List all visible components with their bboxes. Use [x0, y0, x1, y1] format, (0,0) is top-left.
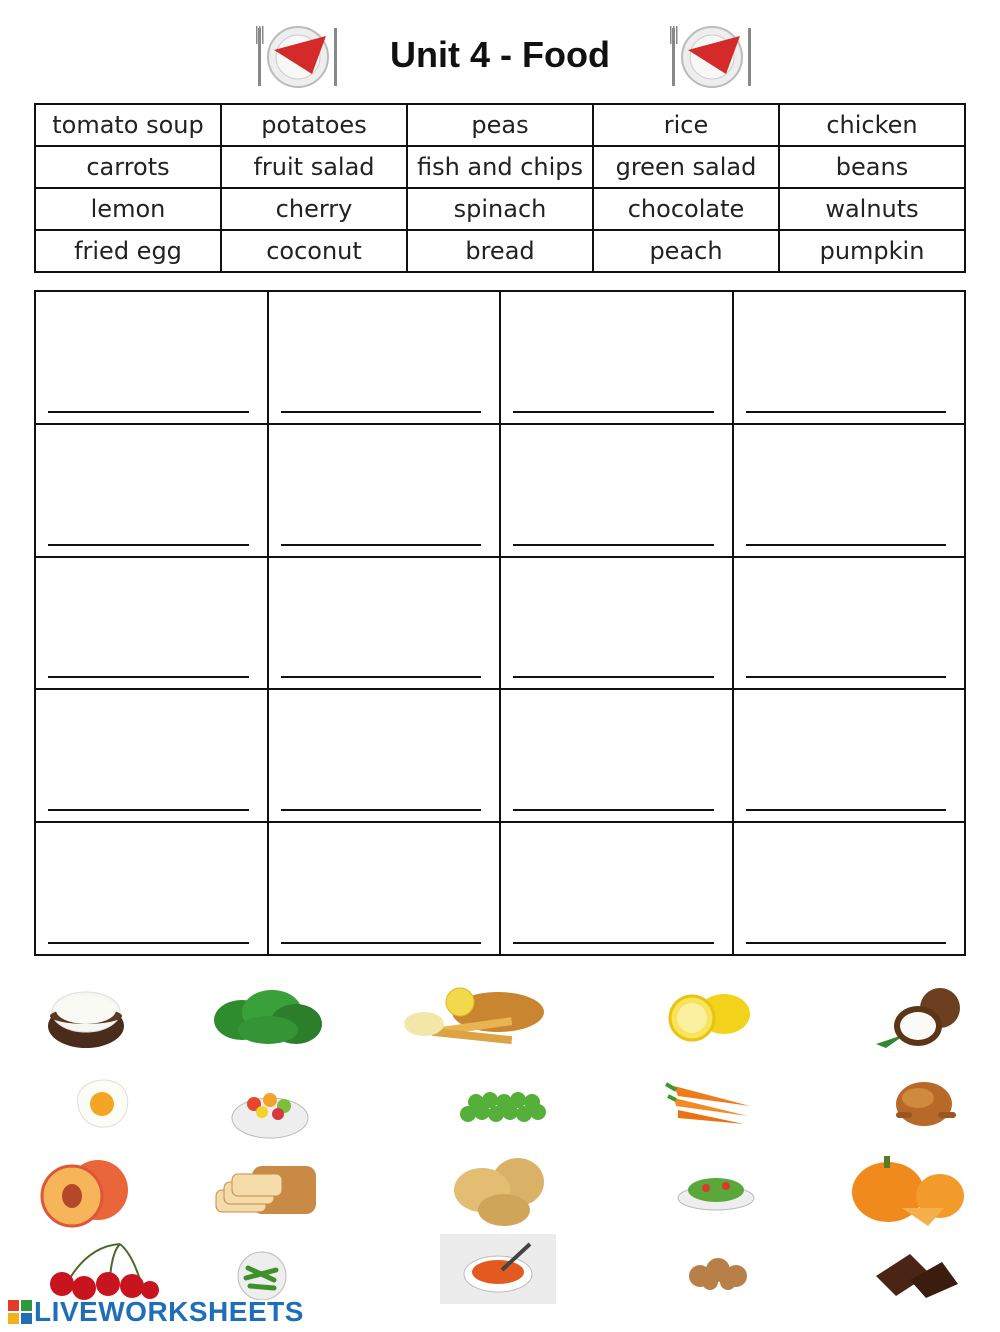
- answer-blank[interactable]: [513, 411, 714, 413]
- word-bank-cell: tomato soup: [35, 104, 221, 146]
- answer-grid: [34, 290, 966, 956]
- page-title: Unit 4 - Food: [390, 34, 610, 75]
- answer-cell[interactable]: [35, 689, 268, 822]
- answer-blank[interactable]: [746, 544, 947, 546]
- walnuts-icon[interactable]: [686, 1250, 754, 1290]
- answer-blank[interactable]: [281, 676, 482, 678]
- coconut-icon[interactable]: [866, 986, 966, 1048]
- answer-cell[interactable]: [500, 689, 733, 822]
- pumpkin-icon[interactable]: [848, 1150, 966, 1230]
- peas-icon[interactable]: [456, 1090, 554, 1126]
- answer-cell[interactable]: [268, 822, 501, 955]
- answer-blank[interactable]: [48, 942, 249, 944]
- word-bank-cell: rice: [593, 104, 779, 146]
- answer-blank[interactable]: [746, 809, 947, 811]
- answer-blank[interactable]: [513, 809, 714, 811]
- chocolate-icon[interactable]: [870, 1246, 960, 1300]
- peach-icon[interactable]: [36, 1154, 132, 1228]
- answer-cell[interactable]: [500, 557, 733, 690]
- word-bank-cell: bread: [407, 230, 593, 272]
- green-salad-icon[interactable]: [676, 1170, 756, 1212]
- cherry-icon[interactable]: [40, 1242, 160, 1300]
- word-bank-cell: peas: [407, 104, 593, 146]
- answer-cell[interactable]: [733, 291, 966, 424]
- answer-cell[interactable]: [35, 557, 268, 690]
- answer-cell[interactable]: [35, 822, 268, 955]
- word-bank-cell: pumpkin: [779, 230, 965, 272]
- answer-blank[interactable]: [48, 544, 249, 546]
- word-bank-cell: potatoes: [221, 104, 407, 146]
- word-bank-cell: fish and chips: [407, 146, 593, 188]
- answer-cell[interactable]: [500, 424, 733, 557]
- answer-blank[interactable]: [513, 942, 714, 944]
- answer-blank[interactable]: [746, 942, 947, 944]
- word-bank-cell: peach: [593, 230, 779, 272]
- carrots-icon[interactable]: [664, 1076, 754, 1128]
- bread-icon[interactable]: [212, 1160, 320, 1222]
- answer-blank[interactable]: [281, 809, 482, 811]
- answer-blank[interactable]: [48, 809, 249, 811]
- logo-text: LIVEWORKSHEETS: [34, 1296, 304, 1327]
- answer-blank[interactable]: [48, 676, 249, 678]
- answer-blank[interactable]: [513, 676, 714, 678]
- answer-cell[interactable]: [268, 689, 501, 822]
- logo-badge-icon: [8, 1300, 32, 1324]
- word-bank-table: [34, 103, 966, 273]
- answer-cell[interactable]: [733, 557, 966, 690]
- word-bank-cell: walnuts: [779, 188, 965, 230]
- beans-icon[interactable]: [236, 1250, 288, 1300]
- answer-cell[interactable]: [500, 291, 733, 424]
- answer-blank[interactable]: [513, 544, 714, 546]
- fried-egg-icon[interactable]: [70, 1074, 134, 1132]
- answer-blank[interactable]: [746, 411, 947, 413]
- word-bank-cell: coconut: [221, 230, 407, 272]
- answer-cell[interactable]: [35, 424, 268, 557]
- word-bank-cell: chocolate: [593, 188, 779, 230]
- plate-napkin-icon: [668, 22, 756, 92]
- word-bank-cell: chicken: [779, 104, 965, 146]
- answer-cell[interactable]: [500, 822, 733, 955]
- answer-blank[interactable]: [281, 411, 482, 413]
- answer-cell[interactable]: [268, 557, 501, 690]
- answer-blank[interactable]: [281, 544, 482, 546]
- answer-cell[interactable]: [268, 291, 501, 424]
- spinach-icon[interactable]: [212, 984, 324, 1050]
- answer-cell[interactable]: [733, 689, 966, 822]
- word-bank-cell: lemon: [35, 188, 221, 230]
- answer-blank[interactable]: [281, 942, 482, 944]
- answer-cell[interactable]: [733, 822, 966, 955]
- fish-and-chips-icon[interactable]: [402, 982, 556, 1052]
- answer-cell[interactable]: [268, 424, 501, 557]
- word-bank-cell: spinach: [407, 188, 593, 230]
- answer-blank[interactable]: [48, 411, 249, 413]
- chicken-icon[interactable]: [890, 1072, 958, 1132]
- answer-cell[interactable]: [35, 291, 268, 424]
- word-bank-cell: green salad: [593, 146, 779, 188]
- word-bank-cell: beans: [779, 146, 965, 188]
- potatoes-icon[interactable]: [450, 1150, 550, 1230]
- lemon-icon[interactable]: [662, 988, 752, 1042]
- fruit-salad-icon[interactable]: [230, 1078, 310, 1140]
- word-bank-cell: carrots: [35, 146, 221, 188]
- word-bank-cell: fruit salad: [221, 146, 407, 188]
- answer-cell[interactable]: [733, 424, 966, 557]
- word-bank-cell: fried egg: [35, 230, 221, 272]
- liveworksheets-logo: [8, 1296, 304, 1328]
- tomato-soup-icon[interactable]: [440, 1234, 556, 1304]
- word-bank-cell: cherry: [221, 188, 407, 230]
- rice-bowl-icon[interactable]: [44, 982, 128, 1052]
- answer-blank[interactable]: [746, 676, 947, 678]
